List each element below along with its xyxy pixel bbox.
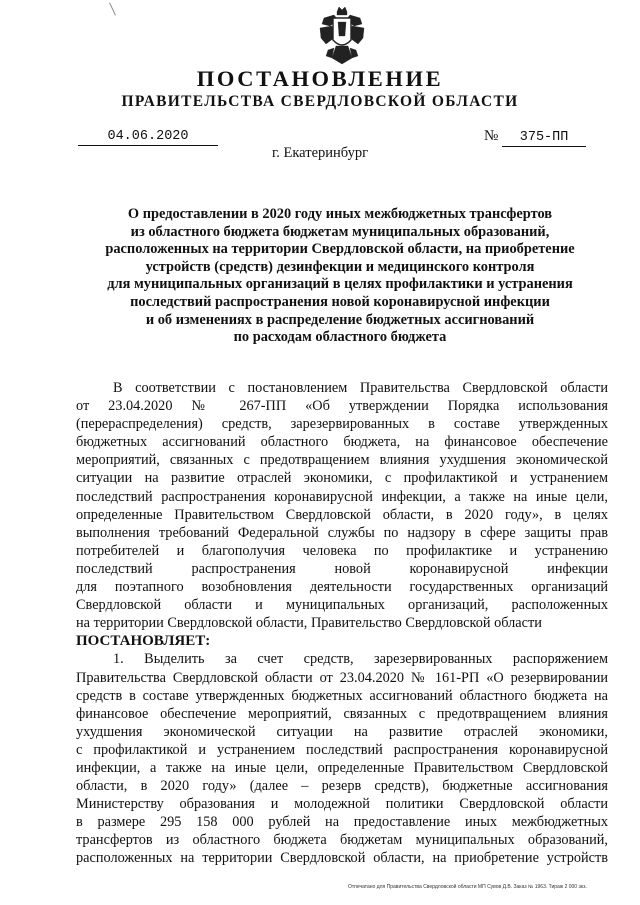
body-line: инфекции, а также на иные цели, определенные Правительством Свердловской — [76, 759, 608, 776]
heading-line: из областного бюджета бюджетам муниципальных образований, — [130, 223, 550, 240]
heading-line: последствий распространения новой коронавирусной инфекции — [130, 293, 550, 310]
resolution-word: ПОСТАНОВЛЯЕТ: — [76, 633, 211, 650]
body-line: финансовое обеспечение мероприятий, связанных с предотвращением влияния — [76, 705, 608, 722]
body-line: трансфертов из областного бюджета бюджетам муниципальных образований, — [76, 832, 608, 849]
body-line: 1. Выделить за счет средств, зарезервированных распоряжением — [113, 651, 608, 668]
document-date: 04.06.2020 — [78, 129, 218, 146]
print-imprint: Отпечатано для Правительства Свердловской области МП Сувов Д.В. Заказ № 1963. Тираж 2 000 экз. — [348, 884, 587, 890]
body-line: Правительства Свердловской области от 23.04.2020 № 161-РП «О резервировании — [76, 669, 608, 686]
body-line: ситуации на развитие отраслей экономики, с профилактикой и устранением — [76, 470, 608, 487]
heading-line: расположенных на территории Свердловской области, на приобретение — [105, 241, 575, 258]
body-line: В соответствии с постановлением Правительства Свердловской области — [113, 380, 608, 396]
body-line: последствий распространения коронавирусной инфекции, а также на иные цели, — [76, 488, 608, 505]
heading-line: и об изменениях в распределение бюджетных ассигнований — [145, 311, 535, 328]
heading-line: для муниципальных организаций в целях профилактики и устранения — [107, 276, 573, 293]
body-line: Министерству образования и молодежной политики Свердловской области — [76, 796, 608, 813]
document-title: ПОСТАНОВЛЕНИЕ — [196, 66, 444, 91]
number-sign: № — [484, 128, 499, 144]
body-line: в размере 295 158 000 рублей на предоставление иных межбюджетных — [76, 814, 608, 831]
body-line: от 23.04.2020 № 267-ПП «Об утверждении Порядка использования — [76, 398, 608, 415]
body-line: бюджетных ассигнований областного бюджета, на финансовое обеспечение — [76, 434, 608, 451]
body-line: определенные Правительством Свердловской области, в 2020 году», в целях — [76, 506, 608, 523]
body-line: выполнения требований Федеральной службы по надзору в сфере защиты прав — [76, 524, 608, 541]
document-number: 375-ПП — [502, 129, 586, 147]
body-line: с профилактикой и устранением последствий распространения коронавирусной — [76, 741, 608, 758]
body-line: потребителей и благополучия человека по профилактике и устранению — [76, 542, 608, 559]
body-line: последствий распространения новой коронавирусной инфекции — [76, 560, 608, 577]
body-line: (перераспределения) средств, зарезервированных в составе утвержденных — [76, 416, 608, 433]
body-line: средств в составе утвержденных бюджетных ассигнований областного бюджета на — [76, 687, 608, 704]
body-line: для поэтапного возобновления деятельности государственных организаций — [76, 579, 608, 596]
document-body — [76, 379, 608, 868]
body-line: мероприятий, связанных с предотвращением влияния ухудшения экономической — [76, 452, 608, 469]
scan-speck — [109, 2, 116, 15]
heading-line: устройств (средств) дезинфекции и медицинского контроля — [145, 258, 535, 275]
heading-line: по расходам областного бюджета — [233, 329, 447, 346]
body-line: ухудшения экономической ситуации на развитие отраслей экономики, — [76, 723, 608, 740]
issuer-name: ПРАВИТЕЛЬСТВА СВЕРДЛОВСКОЙ ОБЛАСТИ — [121, 93, 519, 110]
body-line: на территории Свердловской области, Правительство Свердловской области — [76, 615, 542, 632]
coat-of-arms-emblem — [318, 6, 366, 66]
body-line: расположенных на территории Свердловской области, на приобретение устройств — [76, 850, 608, 867]
document-heading — [80, 206, 600, 347]
city: г. Екатеринбург — [271, 145, 369, 161]
body-line: области, в 2020 году» (далее – резерв средств), бюджетные ассигнования — [76, 778, 608, 795]
body-line: Свердловской области и муниципальных организаций, расположенных — [76, 597, 608, 614]
heading-line: О предоставлении в 2020 году иных межбюджетных трансфертов — [127, 206, 553, 222]
